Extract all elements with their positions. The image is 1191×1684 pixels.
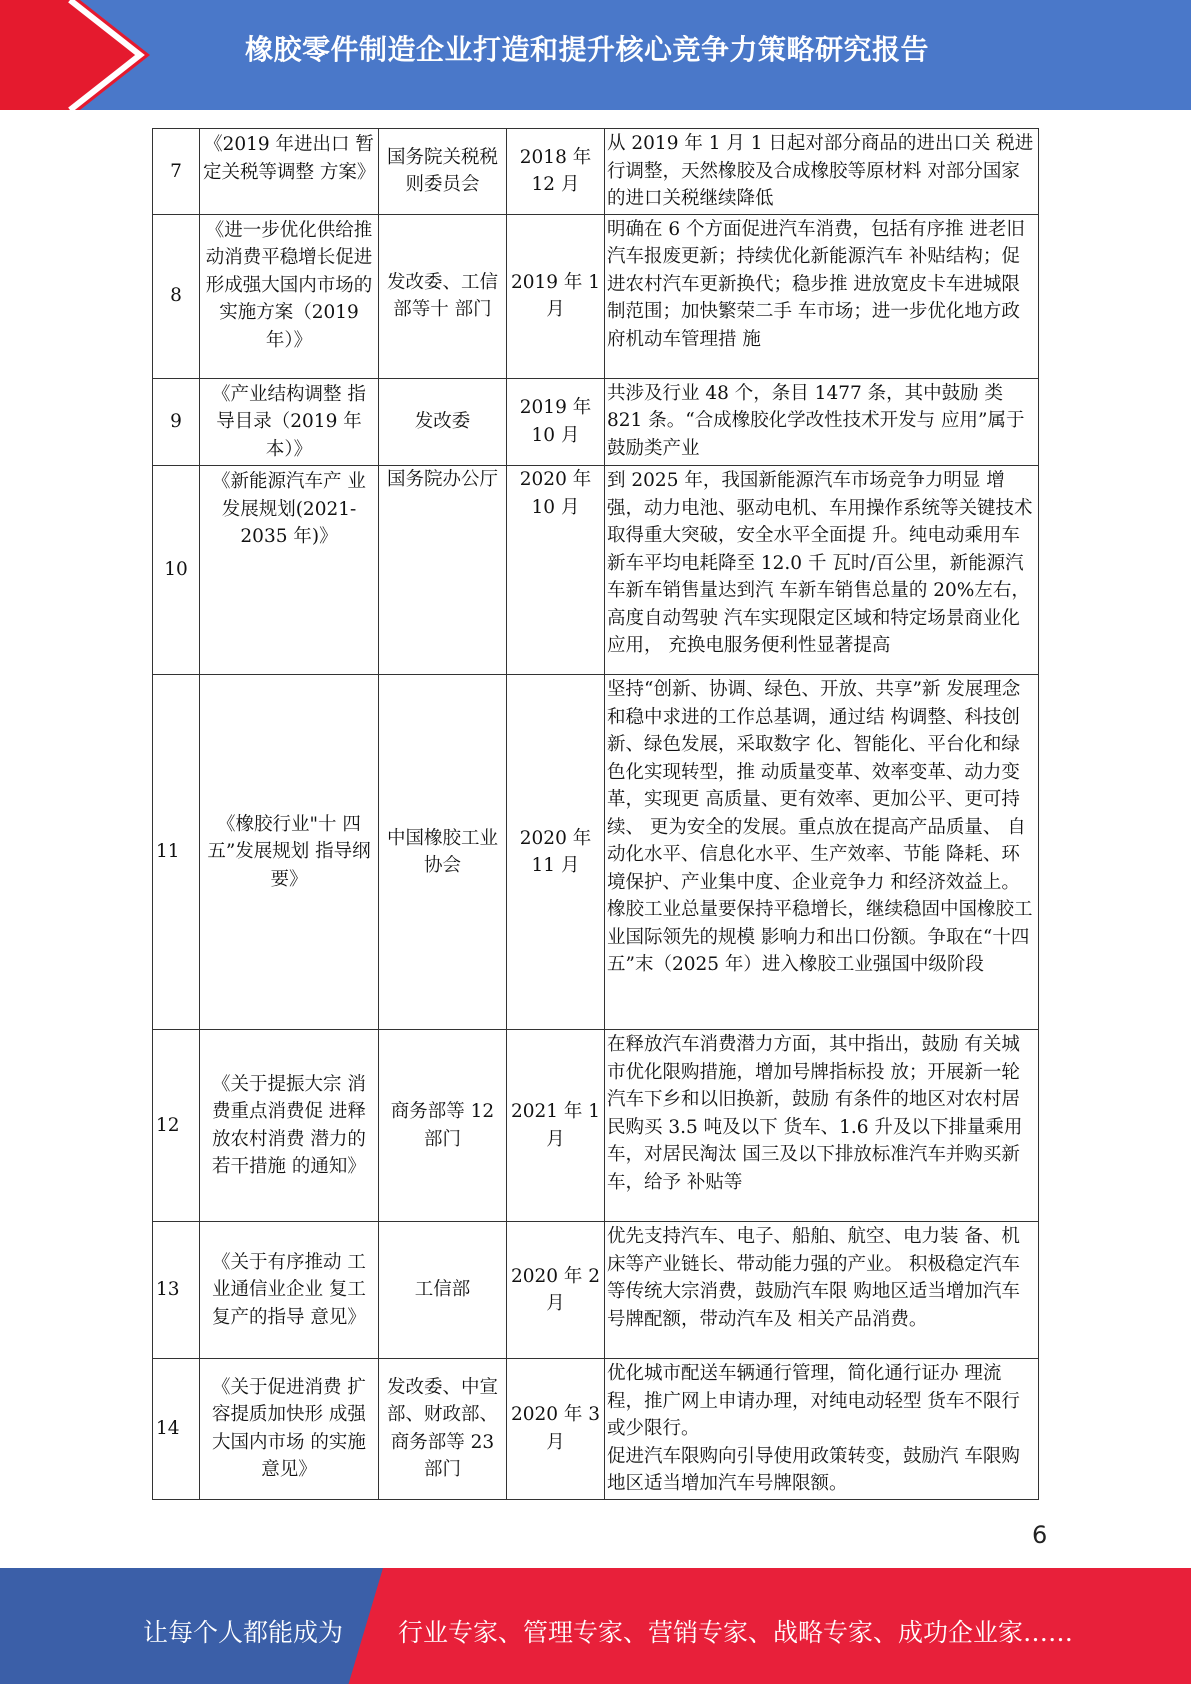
policy-table	[152, 128, 1039, 1500]
document-name: 《关于促进消费 扩容提质加快形 成强大国内市场 的实施意见》	[200, 1359, 379, 1500]
policy-content: 在释放汽车消费潜力方面，其中指出，鼓励 有关城市优化限购措施，增加号牌指标投 放；开展新一轮汽车下乡和以旧换新，鼓励 有条件的地区对农村居民购买 3.5 吨及以下 货车、1.6 升及以下排量乘用车，对居民淘汰 国三及以下排放标准汽车并购买新车，给予 补贴等	[605, 1030, 1039, 1222]
table-row	[153, 214, 1039, 378]
report-title: 橡胶零件制造企业打造和提升核心竞争力策略研究报告	[245, 33, 930, 66]
table-row	[153, 129, 1039, 215]
issue-date: 2020 年 2 月	[507, 1222, 605, 1359]
policy-content-part: 优化城市配送车辆通行管理，简化通行证办 理流程，推广网上申请办理，对纯电动轻型 货车不限行或少限行。	[607, 1363, 1020, 1439]
issuing-department: 发改委、工信部等十 部门	[379, 214, 507, 378]
document-name: 《进一步优化供给推动消费平稳增长促进形成强大国内市场的实施方案（2019 年）》	[200, 214, 379, 378]
issuing-department: 国务院办公厅	[379, 466, 507, 675]
policy-content: 从 2019 年 1 月 1 日起对部分商品的进出口关 税进行调整，天然橡胶及合成橡胶等原材料 对部分国家的进口关税继续降低	[605, 129, 1039, 215]
page-footer	[0, 1568, 1191, 1684]
page-number: 6	[1032, 1521, 1048, 1549]
row-number: 10	[153, 466, 200, 675]
table-row	[153, 1030, 1039, 1222]
policy-content: 共涉及行业 48 个，条目 1477 条，其中鼓励 类 821 条。“合成橡胶化学改性技术开发与 应用”属于鼓励类产业	[605, 378, 1039, 466]
issue-date: 2019 年 10 月	[507, 378, 605, 466]
policy-content-part: 促进汽车限购向引导使用政策转变，鼓励汽 车限购地区适当增加汽车号牌限额。	[607, 1445, 1020, 1494]
policy-content: 优先支持汽车、电子、船舶、航空、电力装 备、机床等产业链长、带动能力强的产业。 积极稳定汽车等传统大宗消费，鼓励汽车限 购地区适当增加汽车号牌配额，带动汽车及 相关产品消费。	[605, 1222, 1039, 1359]
row-number: 9	[153, 378, 200, 466]
document-name: 《产业结构调整 指导目录（2019 年本）》	[200, 378, 379, 466]
row-number: 8	[153, 214, 200, 378]
row-number: 11	[153, 675, 200, 1030]
document-name: 《橡胶行业"十 四五”发展规划 指导纲要》	[200, 675, 379, 1030]
issue-date: 2021 年 1 月	[507, 1030, 605, 1222]
table-row	[153, 466, 1039, 675]
policy-content: 到 2025 年，我国新能源汽车市场竞争力明显 增强，动力电池、驱动电机、车用操作系统等关键技术取得重大突破，安全水平全面提 升。纯电动乘用车新车平均电耗降至 12.0 千 瓦时/百公里，新能源汽车新车销售量达到汽 车新车销售总量的 20%左右，高度自动驾驶 汽车实现限定区域和特定场景商业化应用， 充换电服务便利性显著提高	[605, 466, 1039, 675]
issue-date: 2018 年 12 月	[507, 129, 605, 215]
header-chevron-icon	[0, 0, 160, 110]
policy-content	[605, 1359, 1039, 1500]
issuing-department: 工信部	[379, 1222, 507, 1359]
issuing-department: 商务部等 12 部门	[379, 1030, 507, 1222]
table-row	[153, 1222, 1039, 1359]
issuing-department: 发改委、中宣部、财政部、商务部等 23 部门	[379, 1359, 507, 1500]
issuing-department: 中国橡胶工业协会	[379, 675, 507, 1030]
document-name: 《关于提振大宗 消费重点消费促 进释放农村消费 潜力的若干措施 的通知》	[200, 1030, 379, 1222]
row-number: 13	[153, 1222, 200, 1359]
document-name: 《关于有序推动 工业通信业企业 复工复产的指导 意见》	[200, 1222, 379, 1359]
document-name: 《2019 年进出口 暂定关税等调整 方案》	[200, 129, 379, 215]
issue-date: 2020 年 3 月	[507, 1359, 605, 1500]
issue-date: 2020 年 11 月	[507, 675, 605, 1030]
document-name: 《新能源汽车产 业发展规划(2021-2035 年)》	[200, 466, 379, 675]
table-row	[153, 378, 1039, 466]
issuing-department: 发改委	[379, 378, 507, 466]
policy-content: 坚持“创新、协调、绿色、开放、共享”新 发展理念和稳中求进的工作总基调，通过结 构调整、科技创新、绿色发展，采取数字 化、智能化、平台化和绿色化实现转型，推 动质量变革、效率变革、动力变革，实现更 高质量、更有效率、更加公平、更可持续、 更为安全的发展。重点放在提高产品质量、 自动化水平、信息化水平、生产效率、节能 降耗、环境保护、产业集中度、企业竞争力 和经济效益上。橡胶工业总量要保持平稳增长，继续稳固中国橡胶工业国际领先的规模 影响力和出口份额。争取在“十四五”末（2025 年）进入橡胶工业强国中级阶段	[605, 675, 1039, 1030]
table-row	[153, 1359, 1039, 1500]
row-number: 14	[153, 1359, 200, 1500]
policy-content: 明确在 6 个方面促进汽车消费，包括有序推 进老旧汽车报废更新；持续优化新能源汽车 补贴结构；促进农村汽车更新换代；稳步推 进放宽皮卡车进城限制范围；加快繁荣二手 车市场；进一步优化地方政府机动车管理措 施	[605, 214, 1039, 378]
footer-slogan-left: 让每个人都能成为	[143, 1618, 344, 1647]
issue-date: 2019 年 1 月	[507, 214, 605, 378]
issue-date: 2020 年 10 月	[507, 466, 605, 675]
row-number: 7	[153, 129, 200, 215]
row-number: 12	[153, 1030, 200, 1222]
table-row	[153, 675, 1039, 1030]
issuing-department: 国务院关税税则委员会	[379, 129, 507, 215]
footer-slogan-right: 行业专家、管理专家、营销专家、战略专家、成功企业家……	[398, 1618, 1074, 1647]
page-header	[0, 0, 1191, 110]
